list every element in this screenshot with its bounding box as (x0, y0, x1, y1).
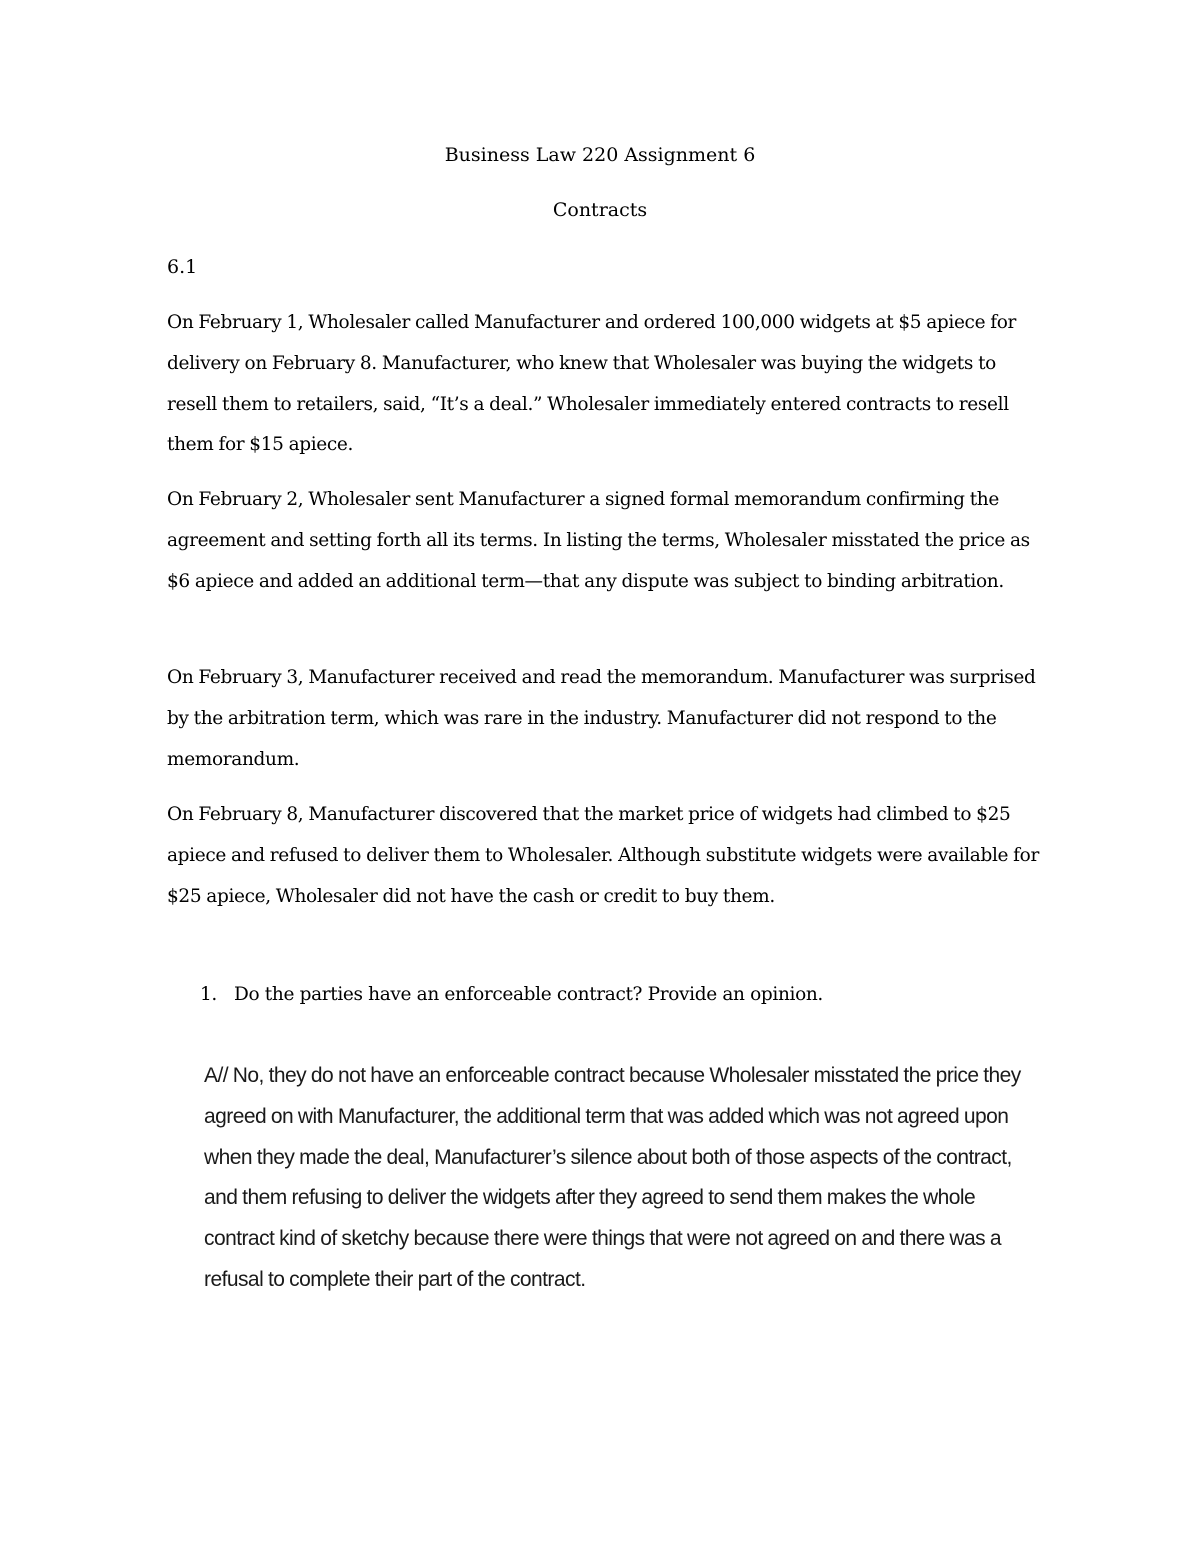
document-title: Business Law 220 Assignment 6 (444, 144, 756, 166)
question-text: Do the parties have an enforceable contract? Provide an opinion. (234, 984, 823, 1005)
fact-paragraph-february-2: On February 2, Wholesaler sent Manufacturer a signed formal memorandum confirming the agreement and setting forth all its terms. In listing the terms, Wholesaler misstated the price as $6 apiece and added an additional term—that any dispute was subject to binding arbitration. (167, 489, 1030, 592)
question-number: 1. (200, 984, 217, 1005)
question-item (167, 978, 823, 1012)
answer-paragraph: A// No, they do not have an enforceable contract because Wholesaler misstated the price they agreed on with Manufacturer, the additional term that was added which was not agreed upon when they made the deal, Manufacturer’s silence about both of those aspects of the contract, and them refusing to deliver the widgets after they agreed to send them makes the whole contract kind of sketchy because there were things that were not agreed on and there was a refusal to complete their part of the contract. (204, 1064, 1021, 1291)
fact-paragraph-february-1: On February 1, Wholesaler called Manufacturer and ordered 100,000 widgets at $5 apiece for delivery on February 8. Manufacturer, who knew that Wholesaler was buying the widgets to resell them to retailers, said, “It’s a deal.” Wholesaler immediately entered contracts to resell them for $15 apiece. (167, 312, 1016, 456)
document-subtitle: Contracts (552, 199, 648, 221)
section-number: 6.1 (167, 256, 198, 278)
fact-paragraph-february-3: On February 3, Manufacturer received and read the memorandum. Manufacturer was surprised by the arbitration term, which was rare in the industry. Manufacturer did not respond to the memorandum. (167, 667, 1036, 770)
fact-paragraph-february-8: On February 8, Manufacturer discovered that the market price of widgets had climbed to $25 apiece and refused to deliver them to Wholesaler. Although substitute widgets were available for $25 apiece, Wholesaler did not have the cash or credit to buy them. (167, 804, 1039, 907)
